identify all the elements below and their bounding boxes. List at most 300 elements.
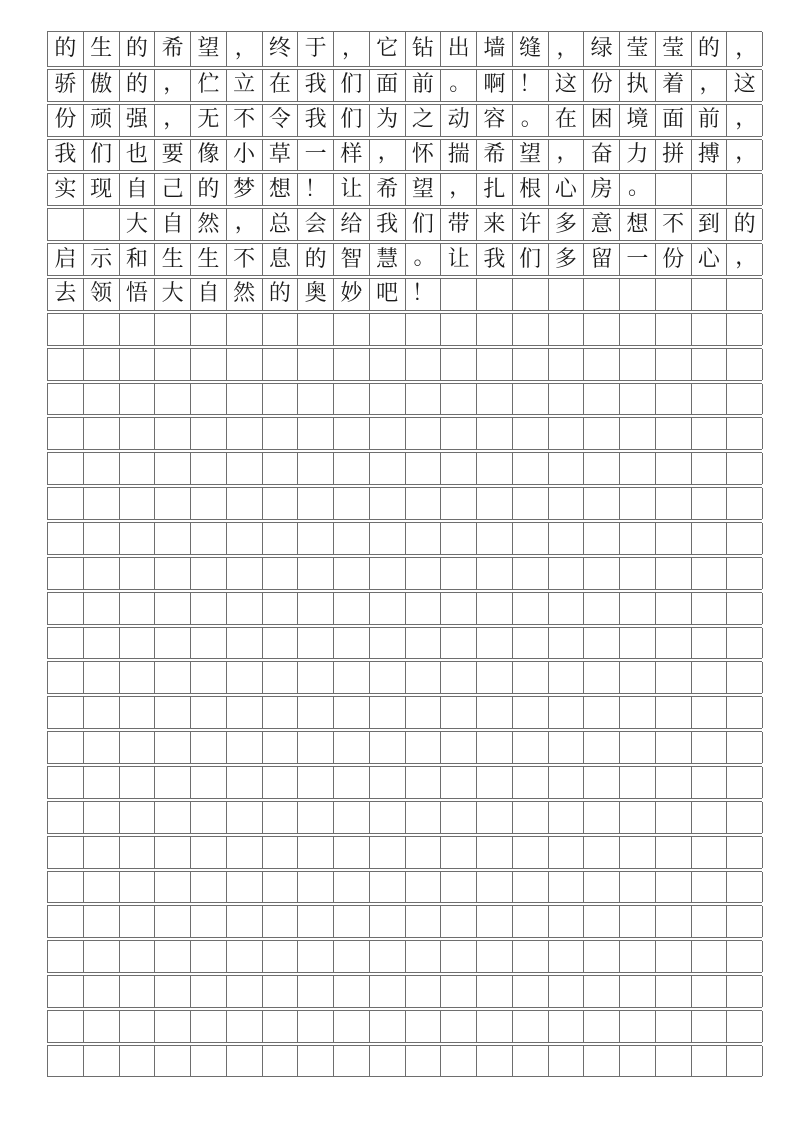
grid-cell: 会 [298, 209, 334, 240]
grid-cell [477, 558, 513, 589]
grid-cell [513, 976, 549, 1007]
grid-cell [298, 314, 334, 345]
grid-row [47, 205, 762, 240]
grid-cell: 绿 [584, 32, 620, 66]
grid-cell [370, 837, 406, 868]
grid-cell [656, 837, 692, 868]
grid-cell [84, 906, 120, 937]
grid-cell: 心 [692, 244, 728, 275]
grid-cell [477, 837, 513, 868]
grid-cell [656, 906, 692, 937]
grid-cell [120, 662, 156, 693]
grid-cell [620, 314, 656, 345]
grid-row-cells [47, 348, 762, 380]
grid-row [47, 31, 762, 66]
grid-cell [692, 558, 728, 589]
grid-cell [298, 453, 334, 484]
grid-cell [120, 314, 156, 345]
row-separator-line [47, 449, 762, 450]
row-separator-line [47, 519, 762, 520]
grid-cell [656, 732, 692, 763]
grid-row-cells [47, 417, 762, 449]
grid-cell: 为 [370, 105, 406, 136]
grid-cell: 让 [334, 174, 370, 205]
grid-cell [513, 593, 549, 624]
grid-cell [155, 453, 191, 484]
grid-cell [727, 418, 763, 449]
grid-cell [549, 767, 585, 798]
grid-cell [155, 593, 191, 624]
grid-cell [227, 628, 263, 659]
grid-cell [477, 872, 513, 903]
grid-cell: ， [155, 105, 191, 136]
grid-cell [692, 976, 728, 1007]
grid-cell [656, 941, 692, 972]
row-separator-line [47, 240, 762, 241]
grid-cell [656, 767, 692, 798]
grid-cell [298, 488, 334, 519]
grid-row [47, 624, 762, 659]
grid-row-cells [47, 1045, 762, 1077]
grid-cell [406, 732, 442, 763]
grid-cell [155, 1011, 191, 1042]
grid-cell [549, 941, 585, 972]
grid-cell [406, 488, 442, 519]
grid-cell [334, 976, 370, 1007]
grid-cell [620, 628, 656, 659]
grid-cell [727, 349, 763, 380]
grid-cell: 的 [48, 32, 84, 66]
grid-cell [263, 384, 299, 415]
grid-row [47, 101, 762, 136]
grid-cell [227, 558, 263, 589]
grid-cell: 我 [298, 70, 334, 101]
grid-cell [298, 837, 334, 868]
grid-cell [656, 593, 692, 624]
grid-cell [155, 906, 191, 937]
grid-cell: 的 [298, 244, 334, 275]
grid-cell [191, 732, 227, 763]
grid-row-cells [47, 661, 762, 693]
grid-cell [692, 802, 728, 833]
grid-cell: 希 [477, 140, 513, 171]
grid-cell [549, 732, 585, 763]
grid-cell [477, 488, 513, 519]
grid-cell [84, 1046, 120, 1076]
grid-cell [298, 906, 334, 937]
grid-cell: 力 [620, 140, 656, 171]
grid-cell [191, 314, 227, 345]
grid-cell [513, 1011, 549, 1042]
grid-cell: 生 [155, 244, 191, 275]
grid-cell [692, 523, 728, 554]
grid-cell: ， [370, 140, 406, 171]
grid-cell [120, 767, 156, 798]
row-separator-line [47, 763, 762, 764]
grid-row-cells [47, 452, 762, 484]
grid-cell: 大 [120, 209, 156, 240]
grid-cell [620, 558, 656, 589]
grid-row-cells [47, 487, 762, 519]
grid-cell [227, 767, 263, 798]
grid-cell [656, 314, 692, 345]
grid-row [47, 136, 762, 171]
grid-cell: ， [441, 174, 477, 205]
grid-cell: 立 [227, 70, 263, 101]
grid-cell [727, 976, 763, 1007]
grid-cell [48, 872, 84, 903]
grid-cell [620, 384, 656, 415]
grid-cell [727, 837, 763, 868]
grid-cell: 己 [155, 174, 191, 205]
grid-cell [48, 453, 84, 484]
grid-cell: 去 [48, 279, 84, 310]
grid-cell [227, 453, 263, 484]
grid-cell [692, 418, 728, 449]
grid-row [47, 1042, 762, 1077]
grid-cell [334, 593, 370, 624]
grid-cell [120, 941, 156, 972]
grid-cell [477, 523, 513, 554]
grid-cell [549, 418, 585, 449]
grid-cell [191, 488, 227, 519]
grid-cell [334, 941, 370, 972]
grid-cell: ！ [298, 174, 334, 205]
grid-cell [298, 418, 334, 449]
grid-cell [370, 558, 406, 589]
grid-cell: 啊 [477, 70, 513, 101]
grid-cell [584, 349, 620, 380]
grid-cell [155, 976, 191, 1007]
grid-cell [549, 697, 585, 728]
row-separator-line [47, 310, 762, 311]
grid-cell: ， [227, 32, 263, 66]
grid-cell [441, 697, 477, 728]
grid-cell [48, 697, 84, 728]
grid-cell [549, 453, 585, 484]
grid-cell [120, 453, 156, 484]
grid-cell [441, 906, 477, 937]
grid-row [47, 449, 762, 484]
grid-cell [120, 628, 156, 659]
row-separator-line [47, 937, 762, 938]
grid-cell: 像 [191, 140, 227, 171]
grid-cell [191, 523, 227, 554]
grid-cell [620, 802, 656, 833]
grid-cell: 意 [584, 209, 620, 240]
grid-cell: 我 [48, 140, 84, 171]
grid-cell [406, 593, 442, 624]
row-separator-line [47, 275, 762, 276]
grid-cell [727, 767, 763, 798]
grid-cell [692, 941, 728, 972]
grid-cell [441, 941, 477, 972]
grid-cell [84, 628, 120, 659]
row-separator-line [47, 414, 762, 415]
grid-row-cells [47, 731, 762, 763]
grid-cell [263, 418, 299, 449]
row-separator-line [47, 972, 762, 973]
grid-row-cells [47, 766, 762, 798]
grid-cell: 。 [441, 70, 477, 101]
grid-cell [48, 802, 84, 833]
grid-cell [513, 384, 549, 415]
grid-cell [406, 941, 442, 972]
row-separator-line [47, 380, 762, 381]
grid-cell [513, 558, 549, 589]
grid-cell [584, 837, 620, 868]
row-separator-line [47, 902, 762, 903]
grid-cell [263, 628, 299, 659]
grid-cell [620, 662, 656, 693]
grid-cell [727, 697, 763, 728]
grid-cell [155, 872, 191, 903]
grid-cell [692, 872, 728, 903]
grid-cell [48, 1046, 84, 1076]
grid-cell: 悟 [120, 279, 156, 310]
grid-cell [263, 906, 299, 937]
grid-cell [120, 732, 156, 763]
grid-cell [370, 732, 406, 763]
grid-cell [441, 279, 477, 310]
grid-cell [727, 593, 763, 624]
grid-cell [584, 662, 620, 693]
grid-row-cells [47, 383, 762, 415]
grid-cell [370, 628, 406, 659]
grid-cell [441, 384, 477, 415]
grid-cell [620, 906, 656, 937]
grid-row-cells [47, 104, 762, 136]
grid-cell: 钻 [406, 32, 442, 66]
grid-cell: ， [334, 32, 370, 66]
row-separator-line [47, 728, 762, 729]
grid-cell [120, 349, 156, 380]
grid-cell: 大 [155, 279, 191, 310]
grid-cell: 智 [334, 244, 370, 275]
grid-cell: 启 [48, 244, 84, 275]
grid-cell [441, 558, 477, 589]
grid-cell [549, 1011, 585, 1042]
grid-cell [48, 941, 84, 972]
grid-cell: 自 [191, 279, 227, 310]
grid-cell: 望 [513, 140, 549, 171]
grid-cell [370, 941, 406, 972]
grid-cell [477, 732, 513, 763]
grid-cell [227, 941, 263, 972]
grid-cell [513, 314, 549, 345]
grid-row [47, 972, 762, 1007]
grid-cell [155, 349, 191, 380]
grid-cell: 前 [406, 70, 442, 101]
grid-cell: 怀 [406, 140, 442, 171]
grid-cell [263, 593, 299, 624]
grid-row [47, 937, 762, 972]
grid-cell [656, 349, 692, 380]
grid-cell: ！ [513, 70, 549, 101]
grid-cell: 多 [549, 209, 585, 240]
grid-cell [84, 209, 120, 240]
grid-cell [334, 628, 370, 659]
grid-cell [441, 593, 477, 624]
grid-row [47, 728, 762, 763]
grid-cell [48, 209, 84, 240]
row-separator-line [47, 589, 762, 590]
grid-cell: 们 [406, 209, 442, 240]
grid-cell [513, 697, 549, 728]
grid-cell [620, 349, 656, 380]
grid-cell [692, 314, 728, 345]
grid-cell [155, 802, 191, 833]
grid-cell [84, 802, 120, 833]
grid-cell: 给 [334, 209, 370, 240]
grid-cell [191, 349, 227, 380]
grid-cell [549, 802, 585, 833]
grid-cell [441, 453, 477, 484]
grid-cell [120, 976, 156, 1007]
grid-cell [727, 174, 763, 205]
grid-cell [155, 418, 191, 449]
grid-cell: 心 [549, 174, 585, 205]
grid-cell: 份 [584, 70, 620, 101]
grid-cell [48, 976, 84, 1007]
grid-cell [549, 1046, 585, 1076]
grid-cell [477, 349, 513, 380]
grid-cell [513, 732, 549, 763]
grid-cell [441, 662, 477, 693]
grid-cell [84, 384, 120, 415]
grid-cell [370, 453, 406, 484]
grid-cell: 这 [727, 70, 763, 101]
grid-cell [477, 628, 513, 659]
grid-cell [334, 802, 370, 833]
grid-row-cells [47, 1010, 762, 1042]
grid-cell [620, 418, 656, 449]
grid-cell [656, 279, 692, 310]
grid-cell [334, 453, 370, 484]
grid-cell [406, 906, 442, 937]
grid-cell: 莹 [620, 32, 656, 66]
grid-row-cells [47, 243, 762, 275]
grid-cell [227, 349, 263, 380]
grid-cell [584, 906, 620, 937]
grid-cell [191, 697, 227, 728]
grid-cell [227, 1046, 263, 1076]
grid-cell [48, 418, 84, 449]
grid-cell [48, 488, 84, 519]
grid-cell: 莹 [656, 32, 692, 66]
grid-cell: 骄 [48, 70, 84, 101]
grid-cell [513, 488, 549, 519]
grid-cell: ， [692, 70, 728, 101]
grid-cell [620, 697, 656, 728]
grid-cell [298, 593, 334, 624]
grid-cell [549, 976, 585, 1007]
grid-row [47, 833, 762, 868]
grid-cell [263, 872, 299, 903]
grid-cell: 在 [549, 105, 585, 136]
grid-cell [656, 384, 692, 415]
grid-cell [48, 523, 84, 554]
grid-cell: 强 [120, 105, 156, 136]
grid-cell [263, 941, 299, 972]
grid-cell [692, 662, 728, 693]
grid-cell [441, 767, 477, 798]
grid-cell: 们 [84, 140, 120, 171]
grid-cell [441, 628, 477, 659]
grid-cell [227, 697, 263, 728]
grid-cell: ， [727, 32, 763, 66]
grid-row [47, 275, 762, 310]
grid-cell: 我 [298, 105, 334, 136]
grid-row [47, 484, 762, 519]
grid-row [47, 1007, 762, 1042]
grid-cell: 的 [120, 70, 156, 101]
grid-cell [298, 349, 334, 380]
grid-cell [692, 384, 728, 415]
grid-cell: 示 [84, 244, 120, 275]
grid-cell: 自 [155, 209, 191, 240]
grid-cell [334, 906, 370, 937]
grid-cell: 终 [263, 32, 299, 66]
grid-cell: 傲 [84, 70, 120, 101]
grid-cell [370, 906, 406, 937]
grid-cell: ， [727, 105, 763, 136]
grid-cell [477, 906, 513, 937]
grid-cell [227, 976, 263, 1007]
grid-cell [263, 732, 299, 763]
grid-cell: 希 [370, 174, 406, 205]
grid-cell [727, 279, 763, 310]
row-separator-line [47, 1042, 762, 1043]
grid-cell [84, 349, 120, 380]
grid-cell [298, 1046, 334, 1076]
grid-cell [84, 453, 120, 484]
row-separator-line [47, 868, 762, 869]
grid-cell [227, 732, 263, 763]
grid-row-cells [47, 313, 762, 345]
grid-cell [477, 802, 513, 833]
grid-cell [406, 418, 442, 449]
grid-cell [263, 767, 299, 798]
grid-cell [227, 872, 263, 903]
grid-cell: 想 [263, 174, 299, 205]
grid-cell [191, 872, 227, 903]
row-separator-line [47, 833, 762, 834]
grid-cell [263, 802, 299, 833]
grid-cell [227, 593, 263, 624]
grid-cell [298, 558, 334, 589]
grid-cell [549, 906, 585, 937]
grid-cell [334, 349, 370, 380]
grid-cell [120, 384, 156, 415]
grid-cell [84, 941, 120, 972]
grid-row [47, 902, 762, 937]
grid-cell [692, 767, 728, 798]
grid-row [47, 798, 762, 833]
grid-cell: 梦 [227, 174, 263, 205]
grid-row-cells [47, 905, 762, 937]
grid-row [47, 170, 762, 205]
grid-cell [84, 418, 120, 449]
grid-cell [584, 976, 620, 1007]
grid-cell [298, 976, 334, 1007]
grid-row [47, 589, 762, 624]
grid-cell [334, 558, 370, 589]
grid-cell [549, 314, 585, 345]
grid-cell [120, 802, 156, 833]
grid-cell [191, 767, 227, 798]
grid-cell [692, 453, 728, 484]
